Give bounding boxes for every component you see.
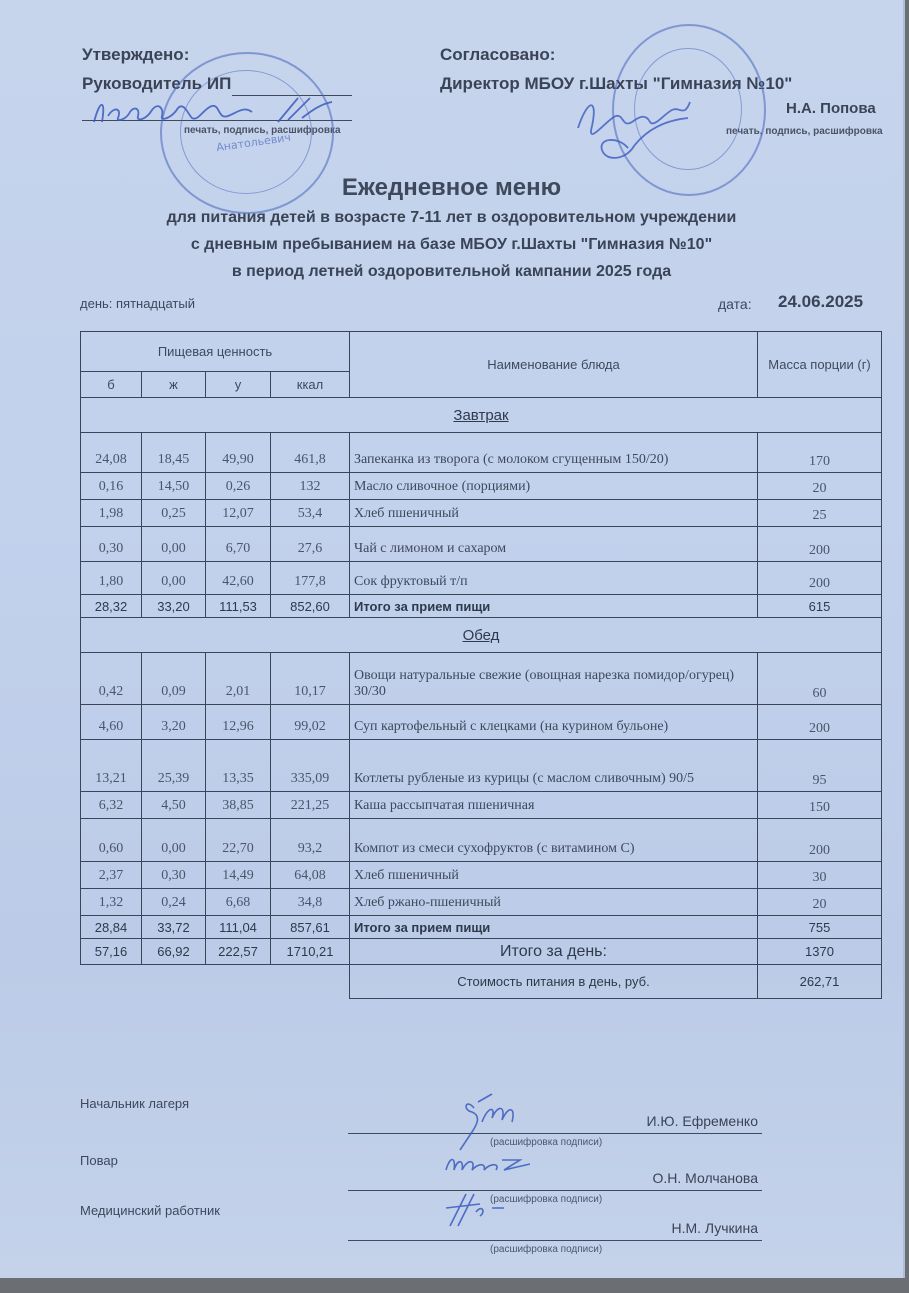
cell-kcal: 99,02 [271, 705, 350, 740]
cell-carbs: 49,90 [206, 433, 271, 473]
cell-mass: 200 [758, 527, 882, 562]
total-carbs: 111,53 [206, 595, 271, 618]
dish-name-header: Наименование блюда [350, 332, 758, 398]
cell-carbs: 0,26 [206, 473, 271, 500]
signer-role: Повар [80, 1153, 118, 1168]
subtitle-line-2: с дневным пребыванием на базе МБОУ г.Шахты "Гимназия №10" [190, 236, 713, 253]
cell-carbs: 12,96 [206, 705, 271, 740]
cell-dish-name: Сок фруктовый т/п [350, 562, 758, 595]
cell-fat: 0,00 [142, 562, 206, 595]
signature-line [348, 1240, 762, 1241]
col-kcal: ккал [271, 372, 350, 398]
cell-fat: 0,24 [142, 889, 206, 916]
cell-fat: 25,39 [142, 740, 206, 792]
cell-mass: 200 [758, 562, 882, 595]
day-total-fat: 66,92 [142, 939, 206, 965]
table-row [81, 527, 882, 562]
cell-protein: 2,37 [81, 862, 142, 889]
agreed-role: Директор МБОУ г.Шахты "Гимназия №10" [440, 74, 793, 93]
section-title: Завтрак [81, 398, 882, 433]
signature-medic [440, 1190, 520, 1230]
table-row [81, 653, 882, 705]
day-total-carbs: 222,57 [206, 939, 271, 965]
cell-dish-name: Каша рассыпчатая пшеничная [350, 792, 758, 819]
agreed-name: Н.А. Попова [786, 100, 876, 117]
cell-kcal: 132 [271, 473, 350, 500]
day-total-mass: 1370 [758, 939, 882, 965]
table-row [81, 889, 882, 916]
cost-value: 262,71 [758, 965, 882, 999]
cell-fat: 0,30 [142, 862, 206, 889]
table-row [81, 862, 882, 889]
cell-protein: 0,16 [81, 473, 142, 500]
subtitle-line-3: в период летней оздоровительной кампании 2025 года [231, 263, 672, 280]
cell-fat: 0,09 [142, 653, 206, 705]
approved-hint: печать, подпись, расшифровка [184, 125, 341, 136]
cell-kcal: 461,8 [271, 433, 350, 473]
signer-name: О.Н. Молчанова [652, 1170, 758, 1186]
cell-protein: 13,21 [81, 740, 142, 792]
cell-kcal: 93,2 [271, 819, 350, 862]
cell-mass: 95 [758, 740, 882, 792]
cell-protein: 6,32 [81, 792, 142, 819]
cell-protein: 0,30 [81, 527, 142, 562]
cell-kcal: 53,4 [271, 500, 350, 527]
table-row [81, 705, 882, 740]
cost-empty-cell [81, 965, 350, 999]
cell-carbs: 6,68 [206, 889, 271, 916]
table-row [81, 500, 882, 527]
cell-carbs: 38,85 [206, 792, 271, 819]
cell-protein: 4,60 [81, 705, 142, 740]
cell-dish-name: Компот из смеси сухофруктов (с витамином С) [350, 819, 758, 862]
signer-hint: (расшифровка подписи) [490, 1137, 603, 1148]
cell-dish-name: Запеканка из творога (с молоком сгущенным 150/20) [350, 433, 758, 473]
date-label: дата: [718, 296, 752, 312]
cell-mass: 60 [758, 653, 882, 705]
cell-carbs: 14,49 [206, 862, 271, 889]
cell-protein: 1,32 [81, 889, 142, 916]
total-label: Итого за прием пищи [350, 916, 758, 939]
section-row [81, 398, 882, 433]
cell-kcal: 10,17 [271, 653, 350, 705]
table-row [81, 792, 882, 819]
cell-fat: 18,45 [142, 433, 206, 473]
cell-mass: 200 [758, 705, 882, 740]
cell-dish-name: Хлеб ржано-пшеничный [350, 889, 758, 916]
left-stamp-center: Анатольевич [215, 130, 292, 155]
signer-hint: (расшифровка подписи) [490, 1244, 603, 1255]
cell-dish-name: Хлеб пшеничный [350, 500, 758, 527]
cell-dish-name: Котлеты рубленые из курицы (с маслом сливочным) 90/5 [350, 740, 758, 792]
cell-protein: 1,98 [81, 500, 142, 527]
day-total-row [81, 939, 882, 965]
cell-kcal: 335,09 [271, 740, 350, 792]
section-title: Обед [81, 618, 882, 653]
total-fat: 33,20 [142, 595, 206, 618]
nutrition-header: Пищевая ценность [81, 332, 350, 372]
signature-cook [440, 1150, 550, 1176]
cell-mass: 200 [758, 819, 882, 862]
agreed-signature [568, 88, 708, 168]
cell-dish-name: Чай с лимоном и сахаром [350, 527, 758, 562]
agreed-hint: печать, подпись, расшифровка [726, 126, 883, 137]
day-total-kcal: 1710,21 [271, 939, 350, 965]
cell-kcal: 34,8 [271, 889, 350, 916]
cell-carbs: 22,70 [206, 819, 271, 862]
col-protein: б [81, 372, 142, 398]
cell-mass: 170 [758, 433, 882, 473]
day-total-protein: 57,16 [81, 939, 142, 965]
cell-fat: 0,00 [142, 527, 206, 562]
signer-name: Н.М. Лучкина [671, 1220, 758, 1236]
agreed-label: Согласовано: [440, 45, 556, 64]
signature-line [348, 1133, 762, 1134]
cell-kcal: 221,25 [271, 792, 350, 819]
cell-kcal: 27,6 [271, 527, 350, 562]
cell-carbs: 13,35 [206, 740, 271, 792]
cell-mass: 20 [758, 889, 882, 916]
cell-mass: 150 [758, 792, 882, 819]
signer-name: И.Ю. Ефременко [646, 1113, 758, 1129]
total-mass: 755 [758, 916, 882, 939]
cell-protein: 1,80 [81, 562, 142, 595]
table-row [81, 819, 882, 862]
cell-protein: 0,60 [81, 819, 142, 862]
cell-mass: 30 [758, 862, 882, 889]
total-label: Итого за прием пищи [350, 595, 758, 618]
meal-total-row [81, 916, 882, 939]
cell-carbs: 6,70 [206, 527, 271, 562]
subtitle-line-1: для питания детей в возрасте 7-11 лет в оздоровительном учреждении [166, 209, 737, 226]
cell-fat: 0,25 [142, 500, 206, 527]
cell-dish-name: Овощи натуральные свежие (овощная нарезка помидор/огурец) 30/30 [350, 653, 758, 705]
cell-carbs: 2,01 [206, 653, 271, 705]
cell-protein: 24,08 [81, 433, 142, 473]
cell-fat: 0,00 [142, 819, 206, 862]
table-row [81, 562, 882, 595]
table-row [81, 473, 882, 500]
signer-role: Медицинский работник [80, 1203, 220, 1218]
signer-role: Начальник лагеря [80, 1096, 190, 1111]
cell-kcal: 177,8 [271, 562, 350, 595]
mass-header: Масса порции (г) [758, 332, 882, 398]
total-protein: 28,32 [81, 595, 142, 618]
total-kcal: 852,60 [271, 595, 350, 618]
total-protein: 28,84 [81, 916, 142, 939]
total-kcal: 857,61 [271, 916, 350, 939]
total-fat: 33,72 [142, 916, 206, 939]
cell-dish-name: Суп картофельный с клецками (на курином бульоне) [350, 705, 758, 740]
signature-camp-head [452, 1092, 532, 1152]
cell-carbs: 12,07 [206, 500, 271, 527]
day-total-label: Итого за день: [350, 939, 758, 965]
day-label: день: пятнадцатый [80, 296, 195, 311]
cell-kcal: 64,08 [271, 862, 350, 889]
cell-protein: 0,42 [81, 653, 142, 705]
cell-dish-name: Масло сливочное (порциями) [350, 473, 758, 500]
cost-label: Стоимость питания в день, руб. [350, 965, 758, 999]
cell-fat: 3,20 [142, 705, 206, 740]
cost-row [81, 965, 882, 999]
col-carbs: у [206, 372, 271, 398]
meal-total-row [81, 595, 882, 618]
approved-role: Руководитель ИП [82, 74, 232, 93]
col-fat: ж [142, 372, 206, 398]
cell-mass: 25 [758, 500, 882, 527]
section-row [81, 618, 882, 653]
total-mass: 615 [758, 595, 882, 618]
approved-label: Утверждено: [82, 45, 190, 64]
cell-mass: 20 [758, 473, 882, 500]
signature-line [348, 1190, 762, 1191]
table-row [81, 433, 882, 473]
date-value: 24.06.2025 [778, 292, 864, 311]
cell-fat: 4,50 [142, 792, 206, 819]
menu-table [80, 331, 882, 999]
total-carbs: 111,04 [206, 916, 271, 939]
table-row [81, 740, 882, 792]
cell-fat: 14,50 [142, 473, 206, 500]
cell-carbs: 42,60 [206, 562, 271, 595]
page-title: Ежедневное меню [341, 174, 562, 201]
cell-dish-name: Хлеб пшеничный [350, 862, 758, 889]
signer-hint: (расшифровка подписи) [490, 1194, 603, 1205]
